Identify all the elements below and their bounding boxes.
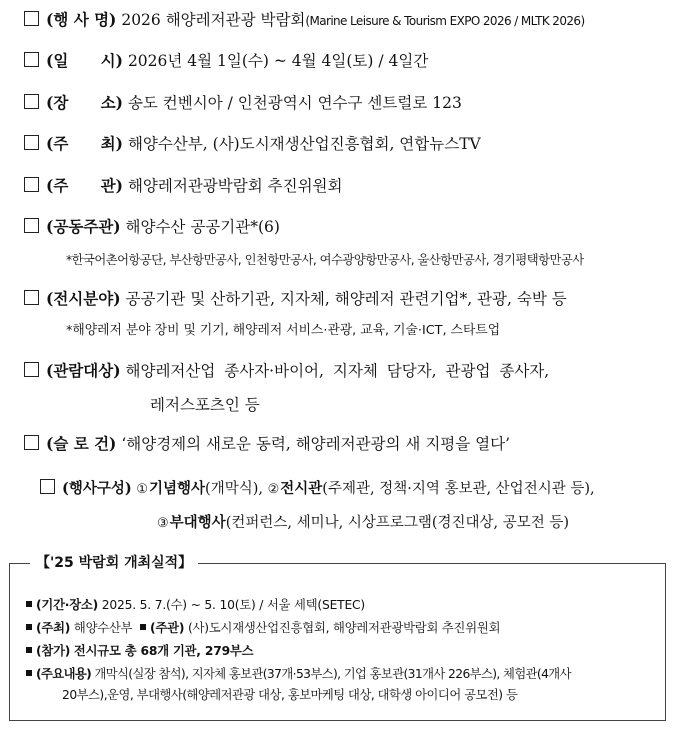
event-date-row — [24, 50, 668, 72]
program-item3-number: ③ — [157, 516, 169, 531]
results-main-value-line1: 개막식(실장 참석), 지자체 홍보관(37개·53부스), 기업 홍보관(31개사 226부스), 체험관(4개사 — [94, 667, 571, 681]
event-audience-value-line1: 해양레저산업 종사자·바이어, 지자체 담당자, 관광업 종사자, — [125, 362, 550, 380]
event-name-label: (행 사 명) — [46, 10, 117, 29]
checkbox-square-icon — [24, 218, 39, 233]
event-date-label: (일 시) — [46, 51, 123, 70]
event-category-row — [24, 288, 668, 310]
event-slogan-label: (슬 로 건) — [46, 434, 117, 453]
results-host-item — [26, 619, 500, 638]
program-item2-number: ② — [267, 482, 280, 497]
results-scale-item — [26, 642, 253, 661]
bullet-square-icon — [26, 601, 32, 607]
checkbox-square-icon — [40, 479, 55, 494]
category-note: *해양레저 분야 장비 및 기기, 해양레저 서비스·관광, 교육, 기술·ICT, 스타트업 — [66, 323, 501, 338]
results-period-label: (기간·장소) — [36, 598, 99, 612]
results-box-title: 【'25 박람회 개최실적】 — [30, 552, 198, 574]
results-host-value: 해양수산부 — [73, 621, 133, 635]
event-audience-value-line2: 레저스포츠인 등 — [150, 396, 260, 414]
program-item2-title: 전시관 — [280, 480, 323, 497]
event-name-english: (Marine Leisure & Tourism EXPO 2026 / MLTK 2026) — [305, 14, 585, 28]
checkbox-square-icon — [24, 362, 39, 377]
event-organizer-row — [24, 175, 668, 197]
results-period-value: 2025. 5. 7.(수) ~ 5. 10(토) / 서울 세텍(SETEC) — [101, 598, 366, 612]
bullet-square-icon — [26, 647, 32, 653]
co-organizer-note: *한국어촌어항공단, 부산항만공사, 인천항만공사, 여수광양항만공사, 울산항만공사, 경기평택항만공사 — [66, 253, 584, 267]
results-main-item — [26, 665, 571, 684]
results-main-value-line2: 20부스),운영, 부대행사(해양레저관광 대상, 홍보마케팅 대상, 대학생 아이디어 공모전) 등 — [62, 688, 518, 702]
event-co-organizer-row — [24, 216, 668, 238]
program-item2-detail: (주제관, 정책·지역 홍보관, 산업전시관 등), — [322, 481, 595, 497]
checkbox-square-icon — [24, 290, 39, 305]
checkbox-square-icon — [24, 94, 39, 109]
event-co-organizer-label: (공동주관) — [46, 217, 121, 236]
results-host-label: (주최) — [36, 621, 71, 635]
results-period-item — [26, 596, 365, 615]
event-category-label: (전시분야) — [46, 289, 121, 308]
event-host-row — [24, 133, 668, 155]
checkbox-square-icon — [24, 135, 39, 150]
event-slogan-row — [24, 433, 668, 455]
event-host-value: 해양수산부, (사)도시재생산업진흥협회, 연합뉴스TV — [127, 135, 481, 153]
results-scale-value: 전시규모 총 68개 기관, 279부스 — [73, 644, 254, 658]
bullet-square-icon — [140, 624, 146, 630]
results-organizer-label: (주관) — [150, 621, 185, 635]
checkbox-square-icon — [24, 435, 39, 450]
event-organizer-value: 해양레저관광박람회 추진위원회 — [127, 177, 343, 195]
event-co-organizer-value: 해양수산 공공기관*(6) — [125, 218, 280, 236]
program-item3-detail: (컨퍼런스, 세미나, 시상프로그램(경진대상, 공모전 등) — [225, 515, 570, 531]
event-program-row-2 — [157, 512, 668, 535]
program-item3-title: 부대행사 — [169, 514, 226, 531]
event-date-value: 2026년 4월 1일(수) ~ 4월 4일(토) / 4일간 — [127, 52, 429, 70]
results-organizer-value: (사)도시재생산업진흥협회, 해양레저관광박람회 추진위원회 — [187, 621, 501, 635]
bullet-square-icon — [26, 624, 32, 630]
event-program-label: (행사구성) — [62, 480, 132, 497]
event-audience-row — [24, 360, 668, 382]
event-venue-value: 송도 컨벤시아 / 인천광역시 연수구 센트럴로 123 — [127, 94, 462, 112]
event-slogan-value: ‘해양경제의 새로운 동력, 해양레저관광의 새 지평을 열다’ — [121, 435, 511, 453]
event-category-value: 공공기관 및 산하기관, 지자체, 해양레저 관련기업*, 관광, 숙박 등 — [125, 290, 567, 308]
event-program-row — [40, 478, 668, 501]
event-name-row — [24, 9, 668, 32]
checkbox-square-icon — [24, 11, 39, 26]
program-item1-number: ① — [136, 482, 149, 497]
checkbox-square-icon — [24, 52, 39, 67]
program-item1-title: 기념행사 — [149, 480, 206, 497]
event-venue-label: (장 소) — [46, 93, 123, 112]
event-host-label: (주 최) — [46, 134, 123, 153]
event-organizer-label: (주 관) — [46, 176, 123, 195]
checkbox-square-icon — [24, 177, 39, 192]
event-venue-row — [24, 92, 668, 114]
results-main-label: (주요내용) — [36, 667, 92, 681]
results-scale-label: (참가) — [36, 644, 71, 658]
event-name-value: 2026 해양레저관광 박람회 — [121, 11, 306, 29]
event-audience-label: (관람대상) — [46, 361, 121, 380]
program-item1-detail: (개막식), — [205, 481, 263, 497]
bullet-square-icon — [26, 670, 32, 676]
